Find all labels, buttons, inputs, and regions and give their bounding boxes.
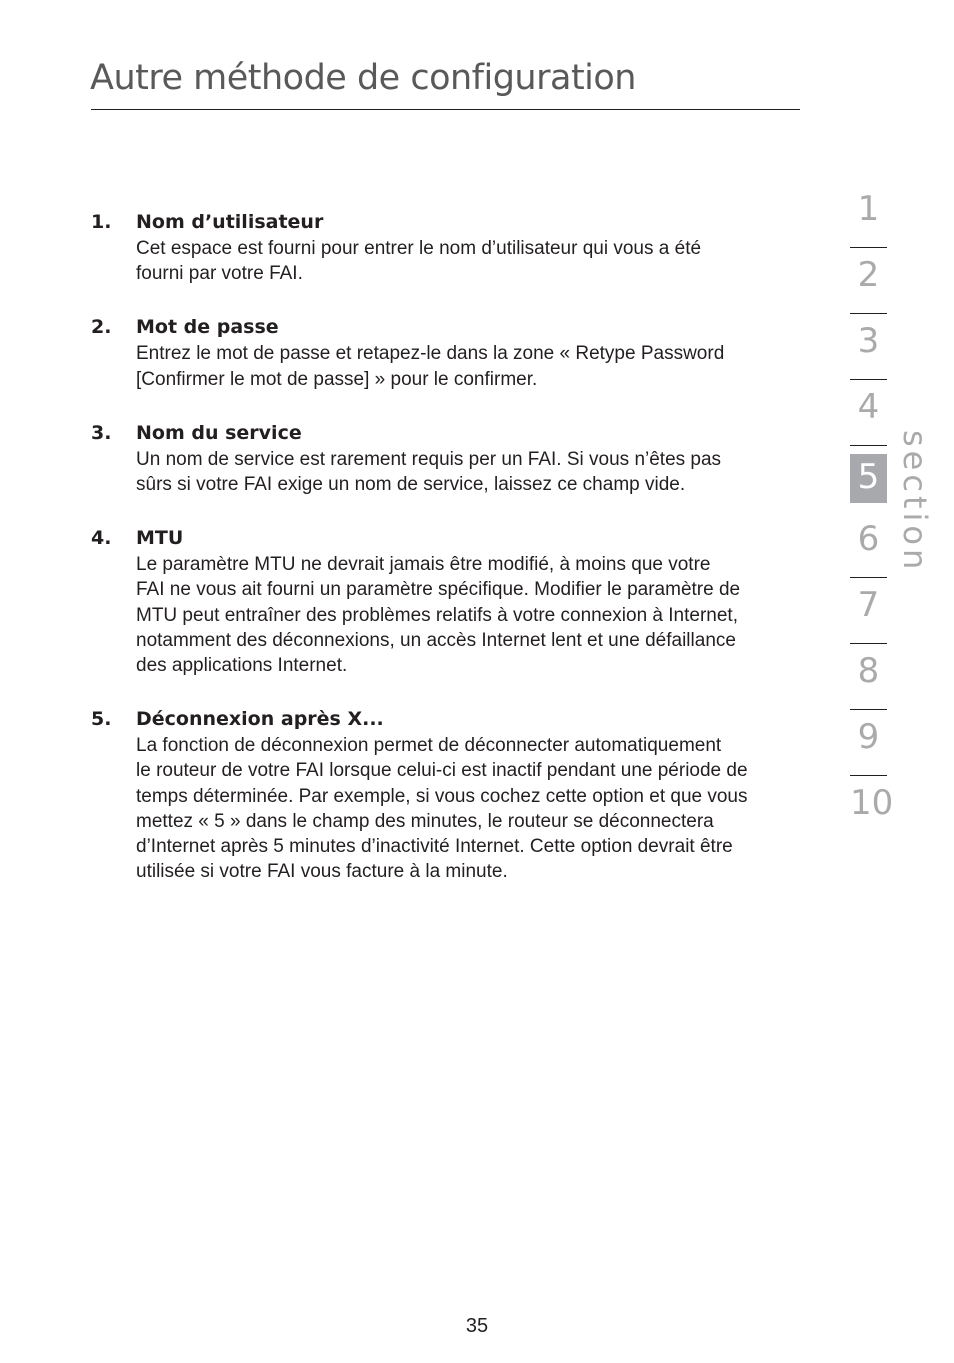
section-nav-item-1[interactable]: 1 (850, 182, 887, 248)
item-body: Entrez le mot de passe et retapez-le dans la zone « Retype Password [Confirmer le mot de passe] » pour le confirmer. (136, 343, 725, 390)
item-heading: Nom d’utilisateur (136, 211, 324, 233)
item-body: Un nom de service est rarement requis per un FAI. Si vous n’êtes pas sûrs si votre FAI exige un nom de service, laissez ce champ vide. (136, 448, 722, 496)
page-number: 35 (465, 1315, 489, 1337)
list-item (91, 705, 801, 884)
item-number: 4. (91, 527, 112, 550)
item-heading: Mot de passe (136, 316, 279, 339)
item-heading: Déconnexion après X... (136, 708, 384, 731)
page-title: Autre méthode de configuration (90, 58, 636, 98)
item-body: Cet espace est fourni pour entrer le nom d’utilisateur qui vous a été fourni par votre FAI. (136, 238, 702, 285)
section-nav-item-4[interactable]: 4 (850, 380, 887, 446)
section-nav-item-10[interactable]: 10 (850, 783, 894, 823)
item-number: 1. (91, 211, 112, 233)
list-item (91, 524, 801, 678)
settings-description-list (91, 208, 801, 911)
item-body: La fonction de déconnexion permet de déconnecter automatiquement le routeur de votre FAI lorsque celui-ci est inactif pendant une période de temps déterminée. Par exemple, si vous cochez cette option et que vous mettez « 5 » dans le champ des minutes, le routeur se déconnectera d’Internet après 5 minutes d’inactivité Internet. Cette option devrait être utilisée si votre FAI vous facture à la minute. (136, 735, 748, 883)
list-item (91, 313, 801, 391)
item-number: 2. (91, 316, 112, 339)
item-heading: Nom du service (136, 421, 302, 444)
item-body: Le paramètre MTU ne devrait jamais être modifié, à moins que votre FAI ne vous ait fourni un paramètre spécifique. Modifier le paramètre de MTU peut entraîner des problèmes relatifs à votre connexion à Internet, notamment des déconnexions, un accès Internet lent et une défaillance des applications Internet. (136, 554, 741, 677)
section-nav-item-8[interactable]: 8 (850, 644, 887, 710)
section-nav-item-6[interactable]: 6 (850, 512, 887, 578)
list-item (91, 208, 801, 286)
section-nav-item-5[interactable]: 5 (850, 454, 887, 503)
item-number: 3. (91, 421, 112, 444)
section-label: section (896, 430, 934, 574)
item-heading: MTU (136, 527, 184, 550)
section-nav (850, 182, 894, 842)
section-nav-item-9[interactable]: 9 (850, 710, 887, 776)
item-number: 5. (91, 708, 112, 731)
section-nav-item-3[interactable]: 3 (850, 314, 887, 380)
section-nav-item-2[interactable]: 2 (850, 248, 887, 314)
list-item (91, 419, 801, 497)
section-nav-item-7[interactable]: 7 (850, 578, 887, 644)
header-divider (91, 109, 800, 110)
